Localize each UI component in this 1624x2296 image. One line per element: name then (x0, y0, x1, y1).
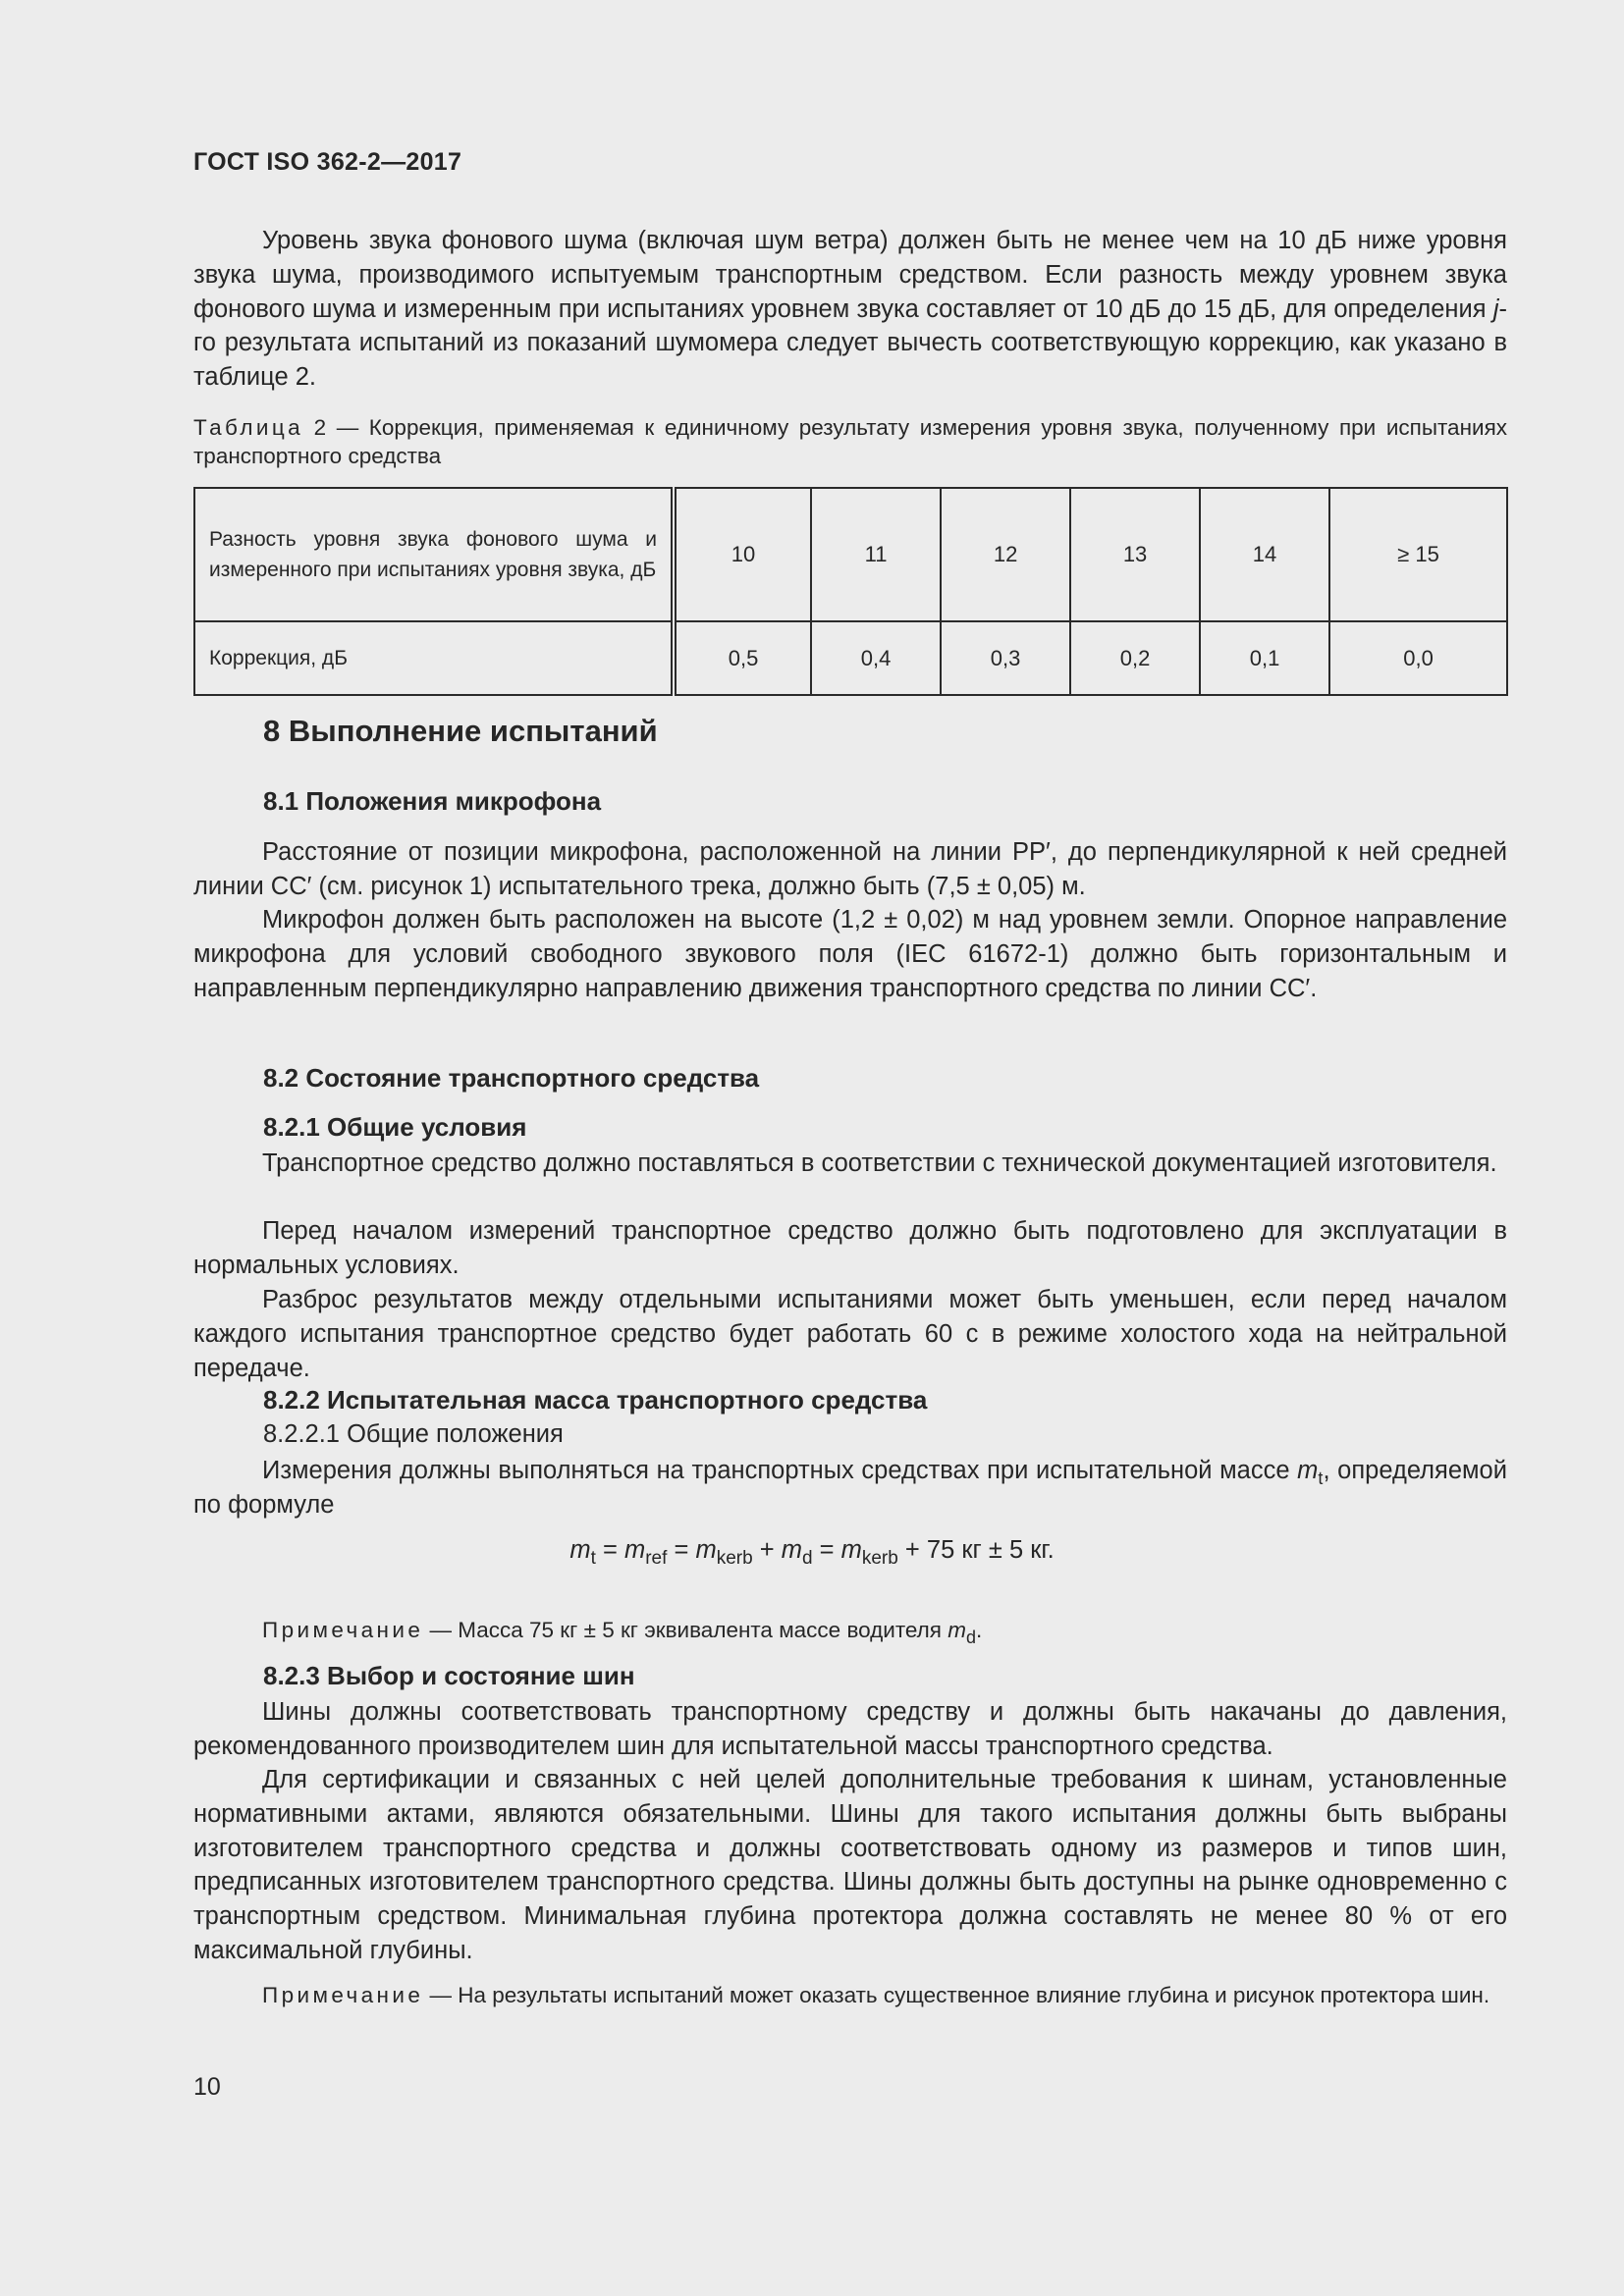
section-8-2-2-paragraph: Измерения должны выполняться на транспортных средствах при испытательной массе $m_t$, определяемой по формуле (193, 1457, 1507, 1519)
table-cell: ≥ 15 (1329, 488, 1507, 621)
table-cell: 0,3 (941, 621, 1070, 695)
section-8-2-1-paragraph-2: Перед началом измерений транспортное средство должно быть подготовлено для эксплуатации в нормальных условиях. (193, 1217, 1507, 1279)
table-cell: 0,5 (674, 621, 811, 695)
section-8-2-1-paragraph-1: Транспортное средство должно поставляться в соответствии с технической документацией изготовителя. (262, 1149, 1497, 1177)
table-caption-label: Таблица (193, 415, 304, 440)
section-8-2-2-title: 8.2.2 Испытательная масса транспортного средства (263, 1385, 928, 1415)
section-8-2-3-paragraph-1: Шины должны соответствовать транспортному средству и должны быть накачаны до давления, рекомендованного производителем шин для испытательной массы транспортного средства. (193, 1698, 1507, 1760)
table-caption-text: 2 — Коррекция, применяемая к единичному результату измерения уровня звука, полученному при испытаниях транспортного средства (193, 415, 1507, 468)
intro-paragraph: Уровень звука фонового шума (включая шум ветра) должен быть не менее чем на 10 дБ ниже уровня звука шума, производимого испытуемым транспортным средством. Если разность между уровнем звука фонового шума и измеренным при испытаниях уровнем звука составляет от 10 дБ до 15 дБ, для определения j-го результата испытаний из показаний шумомера следует вычесть соответствующую коррекцию, как указано в таблице 2. (193, 227, 1507, 392)
table-cell: 0,2 (1070, 621, 1200, 695)
test-mass-formula: $m_t = m_{ref} = m_{kerb} + m_d = m_{kerb} + 75$ кг ± 5 кг. (569, 1536, 1055, 1569)
section-8-1-paragraph-2: Микрофон должен быть расположен на высоте (1,2 ± 0,02) м над уровнем земли. Опорное направление микрофона для условий свободного звукового поля (IEC 61672-1) должно быть горизонтальным и направленным перпендикулярно направлению движения транспортного средства по линии CC′. (193, 906, 1507, 1002)
section-8-title: 8 Выполнение испытаний (263, 714, 658, 748)
table-cell: 11 (811, 488, 941, 621)
table-cell: 0,0 (1329, 621, 1507, 695)
table-row (194, 621, 1507, 695)
section-8-2-3-title: 8.2.3 Выбор и состояние шин (263, 1661, 635, 1690)
table-cell: 14 (1200, 488, 1329, 621)
table-cell: 0,4 (811, 621, 941, 695)
section-8-1-title: 8.1 Положения микрофона (263, 786, 602, 816)
table-cell: 0,1 (1200, 621, 1329, 695)
table-row-header: Разность уровня звука фонового шума и измеренного при испытаниях уровня звука, дБ (194, 488, 674, 621)
section-8-2-3-paragraph-2: Для сертификации и связанных с ней целей дополнительные требования к шинам, установленные нормативными актами, являются обязательными. Шины для такого испытания должны быть выбраны изготовителем транспортного средства и должны соответствовать одному из размеров и типов шин, предписанных изготовителем транспортного средства. Шины должны быть доступны на рынке одновременно с транспортным средством. Минимальная глубина протектора должна составлять не менее 80 % от его максимальной глубины. (193, 1766, 1507, 1964)
section-8-2-1-title: 8.2.1 Общие условия (263, 1112, 527, 1142)
section-8-2-1-paragraph-3: Разброс результатов между отдельными испытаниями может быть уменьшен, если перед началом каждого испытания транспортное средство будет работать 60 с в режиме холостого хода на нейтральной передаче. (193, 1286, 1507, 1382)
table-cell: 12 (941, 488, 1070, 621)
table-caption (193, 413, 1507, 470)
table-row-header: Коррекция, дБ (194, 621, 674, 695)
correction-table (193, 487, 1508, 696)
standard-code-header: ГОСТ ISO 362-2—2017 (193, 148, 462, 176)
table-cell: 13 (1070, 488, 1200, 621)
section-8-1-paragraph-1: Расстояние от позиции микрофона, расположенной на линии PP′, до перпендикулярной к ней средней линии CC′ (см. рисунок 1) испытательного трека, должно быть (7,5 ± 0,05) м. (193, 838, 1507, 900)
tire-note: Примечание — На результаты испытаний может оказать существенное влияние глубина и рисунок протектора шин. (262, 1983, 1490, 2007)
mass-note: Примечание — Масса 75 кг ± 5 кг эквивалента массе водителя $m_d$. (262, 1618, 983, 1647)
section-8-2-2-1-title: 8.2.2.1 Общие положения (263, 1420, 564, 1448)
page-number: 10 (193, 2073, 221, 2101)
section-8-2-title: 8.2 Состояние транспортного средства (263, 1063, 760, 1093)
table-cell: 10 (674, 488, 811, 621)
table-row (194, 488, 1507, 621)
